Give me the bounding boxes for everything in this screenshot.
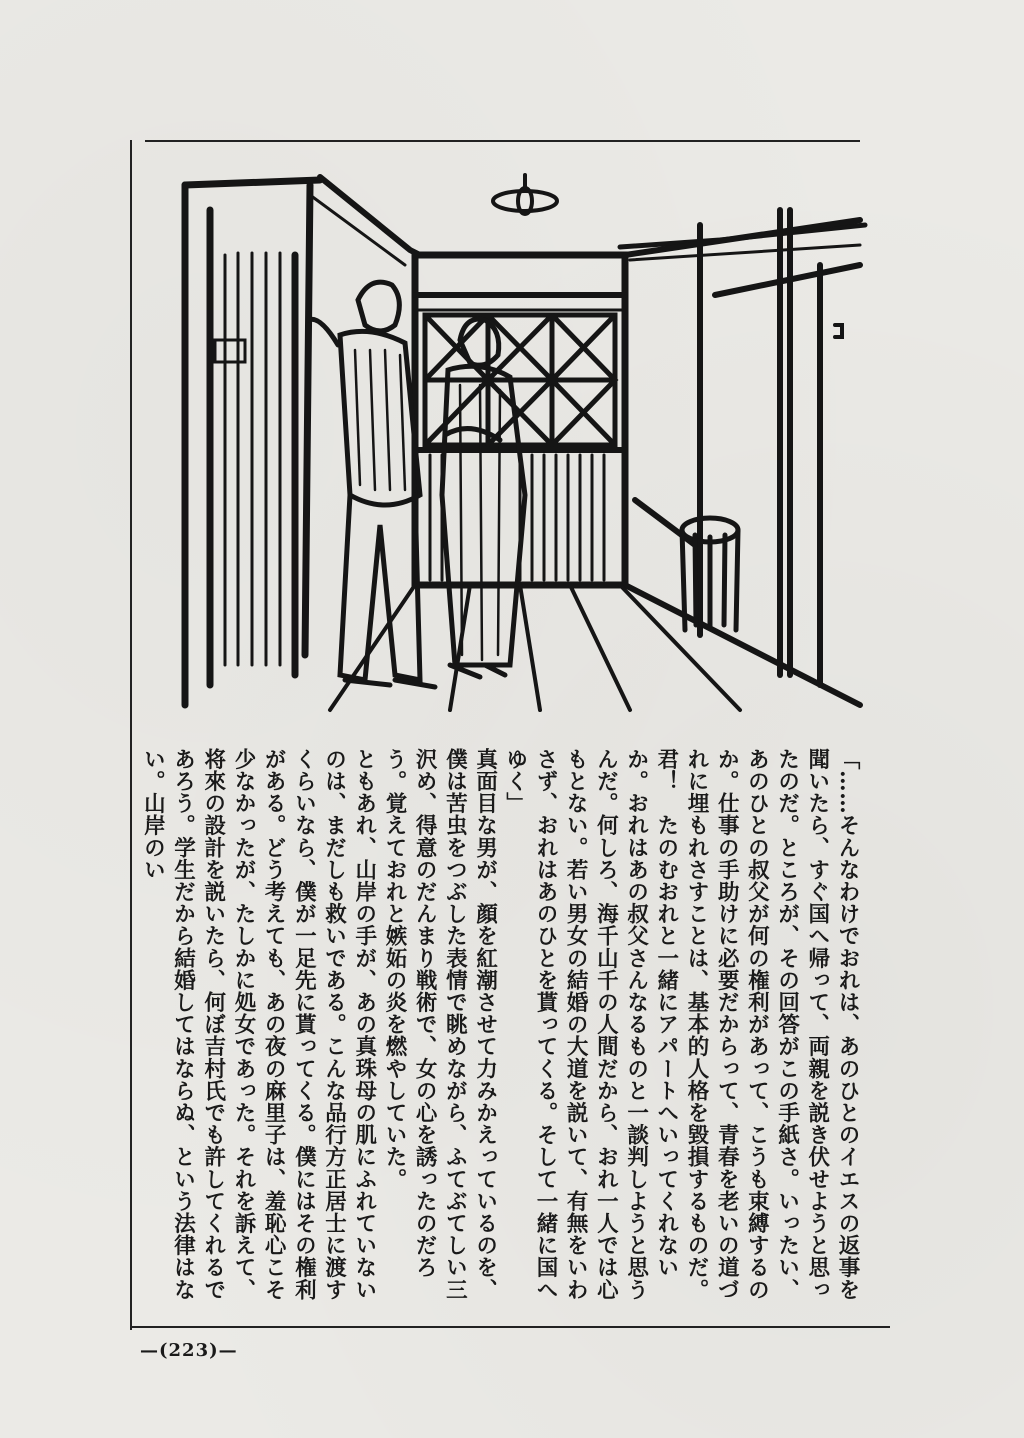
frame-rule-top — [145, 140, 860, 142]
paragraph-3: ともあれ、山岸の手が、あの真珠母の肌にふれていないのは、まだしも救いである。こんな品行方正居士に渡すくらいなら、僕が一足先に貰ってくる。僕にはその権利がある。どう考えても、あの夜の麻里子は、羞恥心こそ少なかったが、たしかに処女であった。それを訴えて、将來の設計を説いたら、何ぼ吉村氏でも許してくれるであろう。学生だから結婚してはならぬ、という法律はない。山岸のい — [140, 748, 377, 1301]
paragraph-1: 「……そんなわけでおれは、あのひとのイエスの返事を聞いたら、すぐ国へ帰って、両親を説き伏せようと思ったのだ。ところが、その回答がこの手紙さ。いったい、あのひとの叔父が何の権利があって、こうも束縛するのか。仕事の手助けに必要だからって、青春を老いの道づれに埋もれさすことは、基本的人格を毀損するものだ。君！ たのむおれと一緒にアパートへいってくれないか。おれはあの叔父さんなるものと一談判しようと思うんだ。何しろ、海千山千の人間だから、おれ一人では心もとない。若い男女の結婚の大道を説いて、有無をいわさず、おれはあのひとを貰ってくる。そして一緒に国へゆく」 — [502, 748, 860, 1301]
ceiling-lamp — [493, 175, 557, 214]
frame-rule-left — [130, 140, 132, 1330]
body-text — [140, 748, 862, 1318]
umbrella-stand — [682, 518, 738, 630]
illustration-hallway — [180, 165, 870, 715]
lattice-window — [425, 315, 615, 445]
right-wall — [625, 210, 860, 705]
paragraph-2: 真面目な男が、顔を紅潮させて力みかえっているのを、僕は苦虫をつぶした表情で眺めながら、ふてぶてしい三沢め、得意のだんまり戦術で、女の心を誘ったのだろう。覚えておれと嫉妬の炎を燃やしていた。 — [381, 748, 498, 1301]
page-number: —(223)— — [140, 1340, 238, 1361]
frame-rule-bottom — [130, 1326, 890, 1328]
